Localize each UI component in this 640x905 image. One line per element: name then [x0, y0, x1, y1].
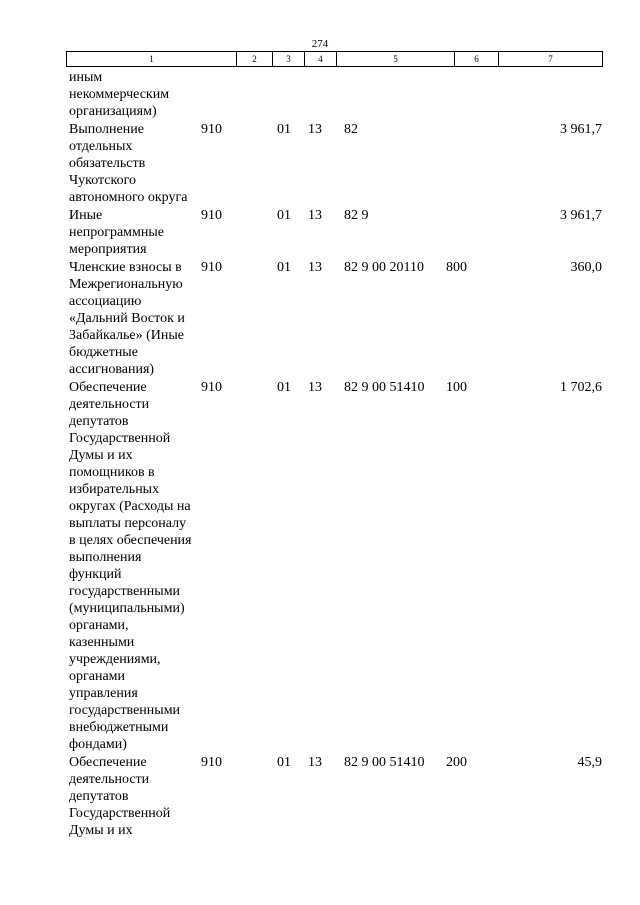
row-section: 01: [277, 208, 291, 223]
row-expense-type: [446, 120, 496, 206]
table-row: [66, 69, 602, 120]
row-subsection: 13: [308, 208, 322, 223]
row-name: иным некоммерческим организациям): [69, 70, 170, 119]
row-subsection: 13: [308, 755, 322, 770]
row-amount: 1 702,6: [560, 380, 602, 395]
table-row: [66, 378, 602, 753]
table-row: [66, 258, 602, 378]
row-target: 82 9 00 51410: [344, 755, 425, 770]
row-name: Членские взносы в Межрегиональную ассоциацию «Дальний Восток и Забайкалье» (Иные бюджетные ассигнования): [69, 260, 185, 377]
row-section: 01: [277, 380, 291, 395]
row-section: 01: [277, 755, 291, 770]
row-target: 82 9 00 20110: [344, 260, 424, 275]
budget-table: [66, 69, 602, 839]
column-header-4: 4: [305, 52, 337, 67]
column-header-3: 3: [273, 52, 305, 67]
row-amount: 3 961,7: [560, 208, 602, 223]
row-expense-type: 200: [446, 755, 467, 770]
row-expense-type: 100: [446, 380, 467, 395]
column-header-table: [66, 51, 603, 67]
row-section: 01: [277, 122, 291, 137]
row-target: 82 9 00 51410: [344, 380, 425, 395]
row-code: 910: [201, 380, 222, 395]
row-name: Обеспечение деятельности депутатов Государственной Думы и их: [69, 755, 171, 838]
row-expense-type: [446, 206, 496, 258]
column-header-5: 5: [337, 52, 455, 67]
row-amount: 3 961,7: [560, 122, 602, 137]
row-amount: 360,0: [570, 260, 602, 275]
column-header-2: 2: [237, 52, 273, 67]
row-target: 82 9: [344, 208, 369, 223]
row-code: 910: [201, 260, 222, 275]
row-name: Обеспечение деятельности депутатов Государственной Думы и их помощников в избирательных округах (Расходы на выплаты персоналу в целях обеспечения выполнения функций государственными (муниципальными) органами, казенными учреждениями, органами управления государственными внебюджетными фондами): [69, 380, 192, 752]
row-code: 910: [201, 755, 222, 770]
column-header-row: [67, 52, 603, 67]
page-number: 274: [311, 38, 329, 50]
row-name: Иные непрограммные мероприятия: [69, 208, 164, 257]
row-code: 910: [201, 122, 222, 137]
table-row: [66, 753, 602, 839]
row-target: 82: [344, 122, 358, 137]
table-row: [66, 206, 602, 258]
column-header-1: 1: [67, 52, 237, 67]
column-header-6: 6: [455, 52, 499, 67]
row-expense-type: 800: [446, 260, 467, 275]
row-name: Выполнение отдельных обязательств Чукотского автономного округа: [69, 122, 188, 205]
row-code: 910: [201, 208, 222, 223]
row-amount: 45,9: [577, 755, 602, 770]
row-subsection: 13: [308, 260, 322, 275]
table-row: [66, 120, 602, 206]
row-subsection: 13: [308, 122, 322, 137]
row-section: 01: [277, 260, 291, 275]
row-subsection: 13: [308, 380, 322, 395]
column-header-7: 7: [499, 52, 603, 67]
